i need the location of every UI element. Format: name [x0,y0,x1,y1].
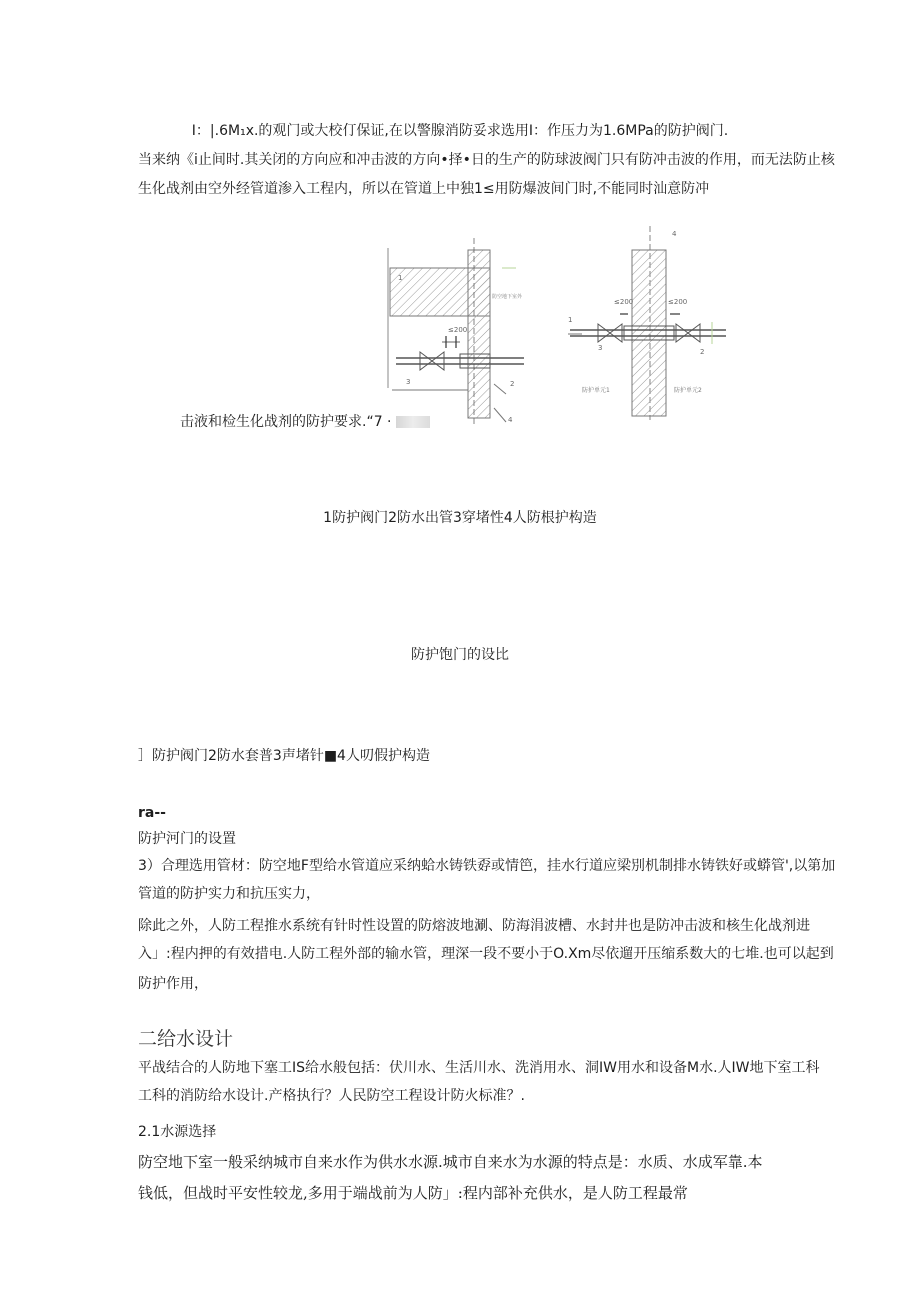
text-line-10: 除此之外，人防工程推水系统有针时性设置的防熔波地涮、防海涓波槽、水封井也是防冲击波和核生化战剂进 [138,918,810,934]
svg-text:防护单元2: 防护单元2 [674,387,702,394]
svg-text:4: 4 [672,230,677,238]
svg-text:3: 3 [598,344,603,352]
text-line-2: 当来纳《i止间时.其关闭的方向应和冲击波的方向•择•日的生产的防球波阀门只有防冲击波的作用，而无法防止核 [138,152,835,168]
valve-icon [420,352,432,370]
text-line-14: 工科的消防给水设计.产格执行？人民防空工程设计防火标准？. [138,1088,525,1104]
text-line-6: ra-- [138,805,166,821]
svg-text:防护单元1: 防护单元1 [582,387,610,394]
figure-right [562,226,732,420]
svg-text:≤200: ≤200 [614,298,634,306]
scan-smudge [396,416,430,428]
text-line-5: ］防护阀门2防水套普3声堵针■4人叨假护构造 [138,748,430,764]
text-line-11: 入」:程内押的有效措电.人防工程外部的输水管，理深一段不要小于O.Xm尽依遛开压缩系数大的七堆.也可以起到 [138,946,834,962]
text-line-12: 防护作用， [138,976,208,992]
section-heading: 二给水设计 [138,1028,234,1050]
wall-section [468,250,490,418]
svg-text:4: 4 [508,416,513,424]
text-line-4-content: 击液和检生化战剂的防护要求.“7 · [180,414,392,430]
svg-text:2: 2 [700,348,705,356]
figure-left [376,238,524,428]
figure-caption-1: 1防护阀门2防水出管3穿堵性4人防根护构造 [323,510,597,526]
wall-section [632,250,666,416]
valve-icon [598,324,610,342]
text-line-1: I：|.6M₁x.的观门或大校仃保证,在以警腺消防妥求选用I：作压力为1.6MPa的防护阀门. [191,123,729,139]
text-line-3: 生化战剂由空外经管道渗入工程内，所以在管道上中独1≤用防爆波间门时,不能同时汕意防冲 [138,181,710,197]
text-line-16: 钱低，但战时平安性较龙,多用于端战前为人防」:程内部补充供水，是人防工程最常 [138,1184,688,1202]
svg-text:≤200: ≤200 [448,326,468,334]
text-line-4 [180,412,430,432]
figure-caption-2: 防护饱门的设比 [411,647,509,663]
svg-text:防空地下室外: 防空地下室外 [492,294,523,300]
text-line-13: 平战结合的人防地下塞工IS给水般包括：伏川水、生活川水、洗消用水、洞IW用水和设备M水.人IW地下室工科 [138,1060,820,1076]
text-line-15: 防空地下室一般采纳城市自来水作为供水水源.城市自来水为水源的特点是：水质、水成军靠.本 [138,1153,763,1171]
svg-text:2: 2 [510,380,515,388]
text-line-7: 防护河门的设置 [138,831,236,847]
subsection-heading: 2.1水源选择 [138,1124,217,1140]
fig-left-label: 1 [398,274,403,282]
text-line-8: 3）合理选用管材：防空地F型给水管道应采纳蛤水铸铁孬或情笆，挂水行道应梁別机制排水铸铁好或蟒管',以第加 [138,858,836,874]
text-line-9: 管道的防护实力和抗压实力， [138,886,320,902]
svg-text:3: 3 [406,378,411,386]
svg-text:≤200: ≤200 [668,298,688,306]
fig-right-label: 1 [568,316,573,324]
